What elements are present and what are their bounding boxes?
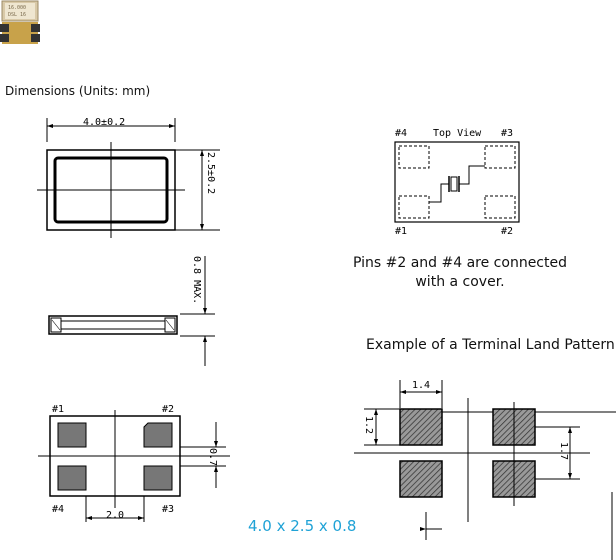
width-dimension-text: 4.0±0.2 bbox=[83, 117, 126, 128]
pin1-label: #1 bbox=[395, 226, 408, 237]
pin-diagram bbox=[385, 122, 535, 242]
top-view-drawing bbox=[30, 112, 230, 242]
land-pitch-dimension-text: 1.7 bbox=[558, 442, 569, 461]
land-height-dimension-text: 1.2 bbox=[363, 416, 374, 435]
bottom-pin2-label: #2 bbox=[162, 404, 175, 415]
bottom-pin3-label: #3 bbox=[162, 504, 175, 515]
top-view-title: Top View bbox=[433, 128, 482, 139]
pin2-label: #2 bbox=[501, 226, 514, 237]
bottom-pin4-label: #4 bbox=[52, 504, 65, 515]
size-label: 4.0 x 2.5 x 0.8 bbox=[248, 517, 357, 535]
pitch-dimension-text: 2.0 bbox=[106, 510, 125, 521]
bottom-view-drawing bbox=[30, 396, 240, 526]
side-view-drawing bbox=[30, 248, 230, 368]
pin4-label: #4 bbox=[395, 128, 408, 139]
bottom-pin1-label: #1 bbox=[52, 404, 65, 415]
land-width-dimension-text: 1.4 bbox=[412, 380, 431, 391]
side-height-dimension-text: 0.8 MAX. bbox=[191, 256, 202, 305]
thumbnail-text-line1: 16.000 bbox=[8, 5, 27, 11]
dimensions-heading: Dimensions (Units: mm) bbox=[5, 84, 151, 98]
pins-note-line1: Pins #2 and #4 are connected bbox=[352, 255, 567, 271]
height-dimension-text: 2.5±0.2 bbox=[205, 152, 216, 195]
product-thumbnail-graphic bbox=[0, 0, 42, 46]
product-thumbnail bbox=[0, 0, 42, 46]
land-pattern-drawing bbox=[350, 372, 616, 560]
pad-dimension-text: 0.7 bbox=[207, 448, 218, 467]
thumbnail-text-line2: DSL 16 bbox=[8, 12, 27, 18]
pins-note-line2: with a cover. bbox=[415, 274, 505, 290]
land-pattern-title: Example of a Terminal Land Pattern bbox=[366, 337, 615, 353]
pin3-label: #3 bbox=[501, 128, 514, 139]
pins-note bbox=[340, 254, 580, 292]
